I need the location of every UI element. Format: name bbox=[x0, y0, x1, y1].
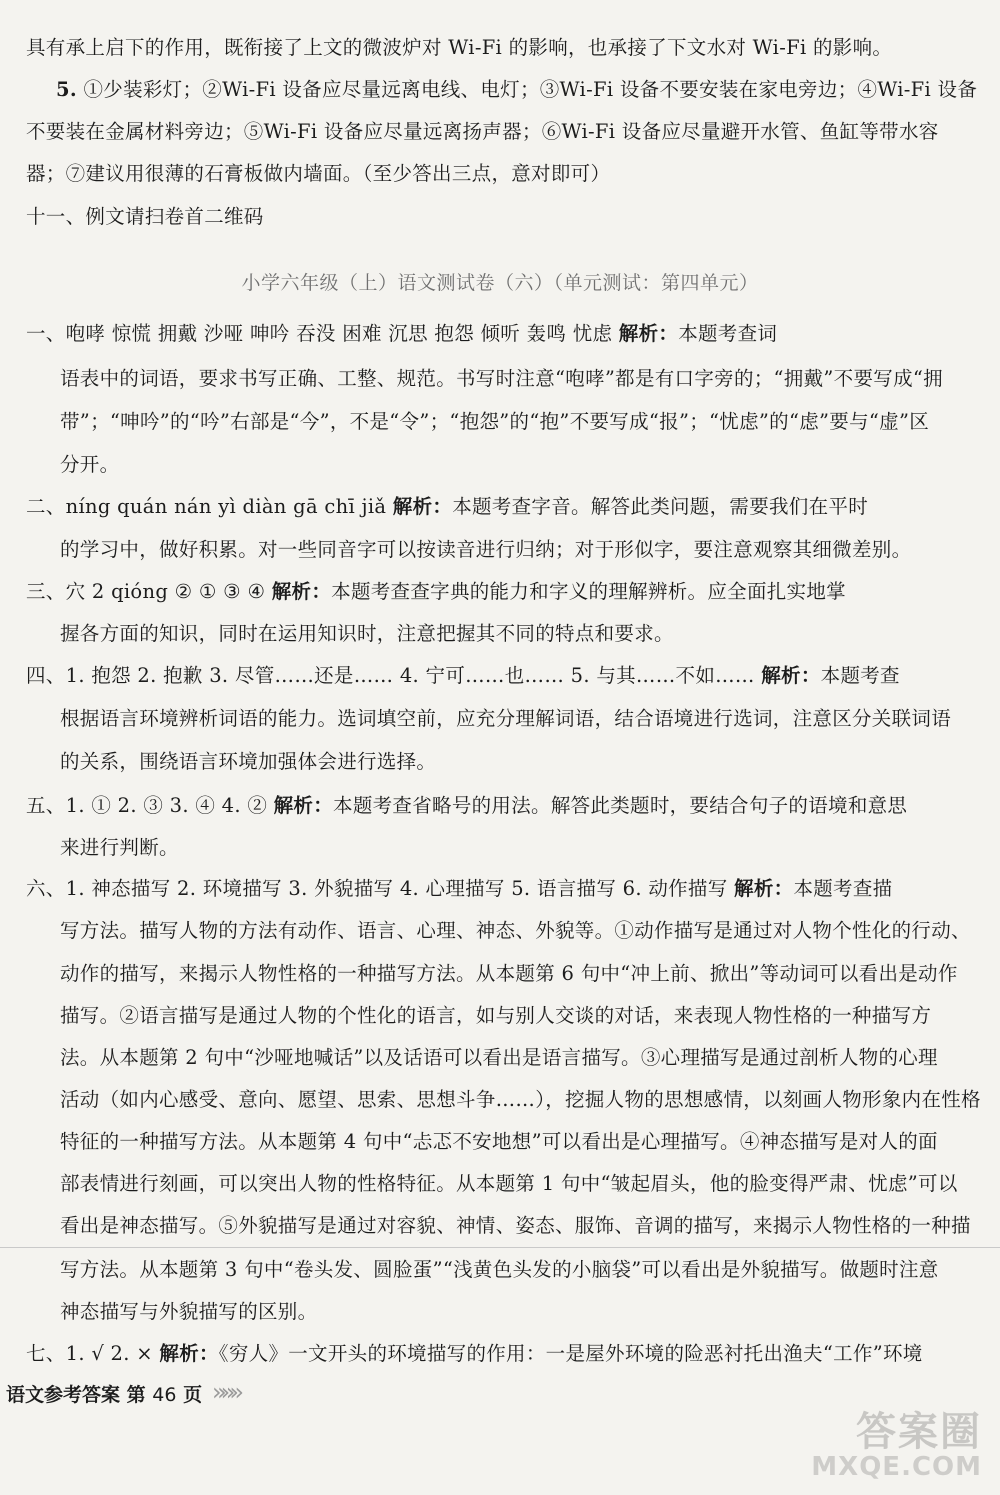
section-6-line-9 bbox=[60, 1212, 971, 1240]
line-text: 1. ① 2. ③ 3. ④ 4. ② bbox=[65, 794, 274, 817]
section-6-line-3 bbox=[60, 960, 958, 988]
section-5-line-1 bbox=[26, 792, 907, 820]
analysis-label: 解析： bbox=[761, 664, 821, 687]
section-6-line-2 bbox=[60, 917, 971, 945]
line-text: 描写。②语言描写是通过人物的个性化的语言，如与别人交谈的对话，来表现人物性格的一种描写方 bbox=[60, 1004, 932, 1027]
section-6-line-4 bbox=[60, 1002, 931, 1030]
section-2-line-2 bbox=[60, 536, 911, 564]
section-6-line-10 bbox=[60, 1256, 939, 1284]
test-section-title: 小学六年级（上）语文测试卷（六）（单元测试：第四单元） bbox=[241, 272, 759, 294]
line-text: 写方法。从本题第 3 句中“卷头发、圆脸蛋”“浅黄色头发的小脑袋”可以看出是外貌描写。做题时注意 bbox=[60, 1258, 939, 1281]
line-text: 咆哮 惊慌 拥戴 沙哑 呻吟 吞没 困难 沉思 抱怨 倾听 轰鸣 忧虑 bbox=[65, 322, 619, 345]
line-text: 器；⑦建议用很薄的石膏板做内墙面。（至少答出三点，意对即可） bbox=[26, 162, 611, 185]
analysis-label: 解析： bbox=[392, 495, 453, 518]
line-text: 《穷人》一文开头的环境描写的作用：一是屋外环境的险恶衬托出渔夫“工作”环境 bbox=[218, 1342, 923, 1365]
section-4-line-3 bbox=[60, 748, 436, 776]
double-arrow-icon: »»» bbox=[212, 1378, 239, 1406]
line-text: 1. 神态描写 2. 环境描写 3. 外貌描写 4. 心理描写 5. 语言描写 6. 动作描写 bbox=[65, 877, 735, 900]
section-2-line-1 bbox=[26, 493, 868, 521]
line-text: 神态描写与外貌描写的区别。 bbox=[60, 1300, 318, 1323]
section-7-line-1 bbox=[26, 1340, 923, 1368]
line-text: 十一、例文请扫卷首二维码 bbox=[26, 205, 264, 228]
section-1-line-2 bbox=[60, 365, 943, 393]
line-text: 的关系，围绕语言环境加强体会进行选择。 bbox=[60, 750, 437, 773]
watermark-url: MXQE.COM bbox=[811, 1452, 982, 1482]
section-number: 三、 bbox=[26, 580, 66, 603]
pinyin-answers: níng quán nán yì diàn gā chī jiǎ bbox=[65, 495, 393, 518]
section-4-line-1 bbox=[26, 662, 900, 690]
line-text: 本题考查词 bbox=[678, 322, 778, 345]
section-6-line-6 bbox=[60, 1086, 981, 1114]
text-line-continuation bbox=[26, 34, 892, 62]
section-number: 七、 bbox=[26, 1342, 66, 1365]
line-text: 本题考查查字典的能力和字义的理解辨析。应全面扎实地掌 bbox=[331, 580, 846, 603]
section-3-line-1 bbox=[26, 578, 846, 606]
section-number: 一、 bbox=[26, 322, 66, 345]
section-11-line bbox=[26, 203, 264, 231]
section-number: 五、 bbox=[26, 794, 66, 817]
page-number: 46 bbox=[152, 1384, 177, 1406]
line-text: 的学习中，做好积累。对一些同音字可以按读音进行归纳；对于形似字，要注意观察其细微差别。 bbox=[60, 538, 912, 561]
watermark bbox=[782, 1400, 982, 1490]
answer-5-line-1 bbox=[56, 76, 977, 104]
section-6-line-5 bbox=[60, 1044, 938, 1072]
footer-label bbox=[6, 1380, 202, 1407]
analysis-label: 解析： bbox=[618, 322, 679, 345]
section-6-line-11 bbox=[60, 1298, 317, 1326]
section-number: 二、 bbox=[26, 495, 66, 518]
answer-5-line-2 bbox=[26, 118, 939, 146]
line-text: 特征的一种描写方法。从本题第 4 句中“忐忑不安地想”可以看出是心理描写。④神态描写是对人的面 bbox=[60, 1130, 938, 1153]
page-footer bbox=[0, 1374, 300, 1414]
line-text: 本题考查描 bbox=[793, 877, 893, 900]
section-5-line-2 bbox=[60, 834, 179, 862]
section-1-line-3 bbox=[60, 408, 929, 436]
line-text: 具有承上启下的作用，既衔接了上文的微波炉对 Wi-Fi 的影响，也承接了下文水对 Wi-Fi 的影响。 bbox=[26, 36, 893, 59]
item-number: 5. bbox=[56, 78, 77, 101]
line-text: 语表中的词语，要求书写正确、工整、规范。书写时注意“咆哮”都是有口字旁的；“拥戴”不要写成“拥 bbox=[60, 367, 943, 390]
line-text: 活动（如内心感受、意向、愿望、思索、思想斗争……），挖掘人物的思想感情，以刻画人物形象内在性格 bbox=[60, 1088, 981, 1111]
line-text: 本题考查 bbox=[820, 664, 900, 687]
analysis-label: 解析： bbox=[734, 877, 794, 900]
line-text: 看出是神态描写。⑤外貌描写是通过对容貌、神情、姿态、服饰、音调的描写，来揭示人物性格的一种描 bbox=[60, 1214, 971, 1237]
line-text: 带”；“呻吟”的“吟”右部是“今”，不是“令”；“抱怨”的“抱”不要写成“报”；“忧虑”的“虑”要与“虚”区 bbox=[60, 410, 930, 433]
line-text: 穴 2 qióng ② ① ③ ④ bbox=[65, 580, 272, 603]
line-text: 动作的描写，来揭示人物性格的一种描写方法。从本题第 6 句中“冲上前、掀出”等动词可以看出是动作 bbox=[60, 962, 958, 985]
line-text: 来进行判断。 bbox=[60, 836, 179, 859]
section-1-line-4 bbox=[60, 451, 119, 479]
section-6-line-8 bbox=[60, 1170, 958, 1198]
line-text: 本题考查省略号的用法。解答此类题时，要结合句子的语境和意思 bbox=[333, 794, 908, 817]
analysis-label: 解析： bbox=[159, 1342, 219, 1365]
section-number: 六、 bbox=[26, 877, 66, 900]
analysis-label: 解析： bbox=[273, 794, 334, 817]
line-text: 握各方面的知识，同时在运用知识时，注意把握其不同的特点和要求。 bbox=[60, 622, 674, 645]
line-text: ①少装彩灯；②Wi-Fi 设备应尽量远离电线、电灯；③Wi-Fi 设备不要安装在家电旁边；④Wi-Fi 设备 bbox=[83, 78, 978, 101]
footer-title: 语文参考答案 第 bbox=[6, 1384, 146, 1406]
scan-fold-line bbox=[0, 1247, 1000, 1248]
line-text: 法。从本题第 2 句中“沙哑地喊话”以及话语可以看出是语言描写。③心理描写是通过剖析人物的心理 bbox=[60, 1046, 938, 1069]
line-text: 分开。 bbox=[60, 453, 120, 476]
line-text: 不要装在金属材料旁边；⑤Wi-Fi 设备应尽量远离扬声器；⑥Wi-Fi 设备应尽量避开水管、鱼缸等带水容 bbox=[26, 120, 939, 143]
watermark-logo-text: 答案圈 bbox=[856, 1409, 982, 1455]
line-text: 部表情进行刻画，可以突出人物的性格特征。从本题第 1 句中“皱起眉头，他的脸变得严肃、忧虑”可以 bbox=[60, 1172, 958, 1195]
section-3-line-2 bbox=[60, 620, 674, 648]
line-text: 写方法。描写人物的方法有动作、语言、心理、神态、外貌等。①动作描写是通过对人物个性化的行动、 bbox=[60, 919, 971, 942]
section-4-line-2 bbox=[60, 705, 951, 733]
line-text: 本题考查字音。解答此类问题，需要我们在平时 bbox=[452, 495, 869, 518]
section-6-line-7 bbox=[60, 1128, 938, 1156]
section-number: 四、 bbox=[26, 664, 66, 687]
line-text: 1. 抱怨 2. 抱歉 3. 尽管……还是…… 4. 宁可……也…… 5. 与其……不如…… bbox=[65, 664, 762, 687]
analysis-label: 解析： bbox=[271, 580, 332, 603]
line-text: 根据语言环境辨析词语的能力。选词填空前，应充分理解词语，结合语境进行选词，注意区分关联词语 bbox=[60, 707, 952, 730]
answer-5-line-3 bbox=[26, 160, 610, 188]
section-6-line-1 bbox=[26, 875, 892, 903]
page-suffix: 页 bbox=[183, 1384, 203, 1406]
section-1-line-1 bbox=[26, 320, 777, 348]
line-text: 1. √ 2. × bbox=[65, 1342, 160, 1365]
